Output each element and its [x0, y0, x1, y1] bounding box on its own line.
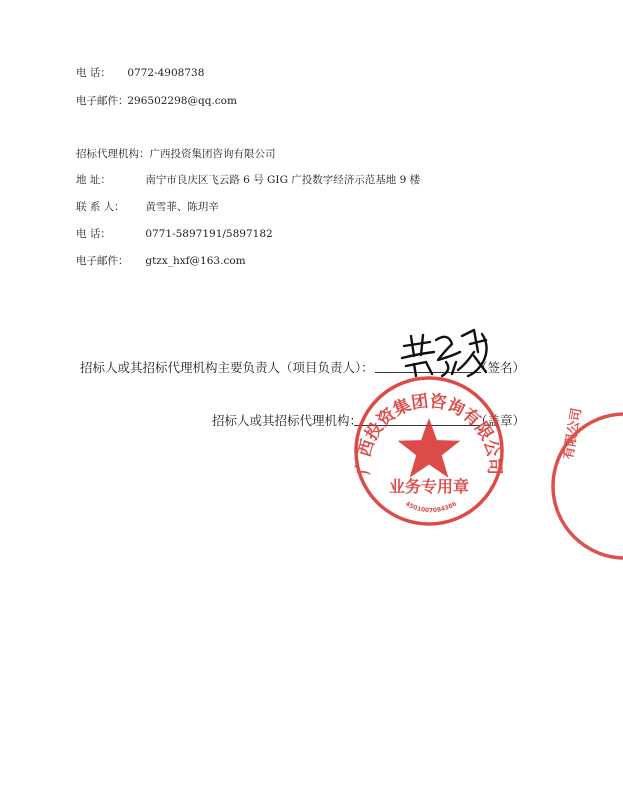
- tel-label: 电 话：: [76, 67, 111, 79]
- seal-bottom-text: 业务专用章: [388, 477, 470, 496]
- tel-value: 0772-4908738: [127, 67, 205, 79]
- signature-suffix: （签名）: [475, 360, 526, 375]
- contact-value: 黄雪菲、陈玥辛: [145, 201, 219, 213]
- tel-value: 0771-5897191/5897182: [145, 228, 273, 240]
- email-value: 296502298@qq.com: [127, 95, 237, 107]
- seal-line-text: 招标人或其招标代理机构：: [212, 413, 363, 428]
- seal-code-text: 4501007084386: [404, 500, 458, 515]
- address-value: 南宁市良庆区飞云路 6 号 GIG 广投数字经济示范基地 9 楼: [145, 174, 421, 186]
- seal-org-text: 广西投资集团咨询有限公司: [353, 391, 505, 475]
- email-label: 电子邮件：: [76, 255, 129, 267]
- seal-star-icon: [398, 418, 461, 478]
- signature-text: 招标人或其招标代理机构主要负责人（项目负责人）：: [80, 360, 374, 375]
- address-label: 地 址：: [76, 174, 111, 186]
- handwritten-signature: [402, 330, 487, 376]
- agency-value: 广西投资集团咨询有限公司: [149, 148, 276, 160]
- partial-seal-ring: [553, 414, 623, 558]
- partial-seal-text: 有限公司: [561, 406, 585, 461]
- agency-label: 招标代理机构：: [76, 148, 150, 160]
- tel-label: 电 话：: [76, 228, 111, 240]
- company-seal: [353, 378, 504, 524]
- partial-seal: [553, 407, 623, 558]
- email-value: gtzx_hxf@163.com: [145, 255, 246, 267]
- seal-line-suffix: （盖章）: [475, 413, 526, 428]
- email-label: 电子邮件：: [76, 95, 129, 107]
- contact-label: 联 系 人：: [76, 201, 125, 213]
